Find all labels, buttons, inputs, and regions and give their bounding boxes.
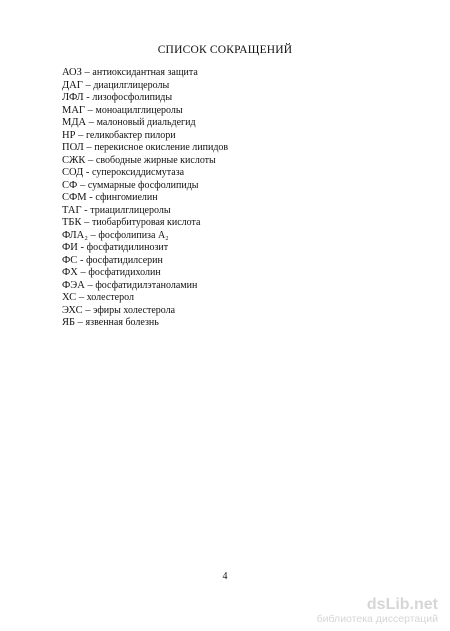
abbreviation-separator: – <box>82 304 94 316</box>
abbreviation-term: ТАГ <box>62 204 82 216</box>
abbreviation-item <box>62 92 228 105</box>
abbreviation-definition: антиоксидантная защита <box>92 67 198 78</box>
watermark-logo <box>317 597 438 625</box>
abbreviation-item <box>62 130 228 143</box>
abbreviation-term: ФЛА₂ <box>62 229 88 241</box>
abbreviation-term: ФИ <box>62 242 78 253</box>
abbreviation-term: СЖК <box>62 154 86 166</box>
abbreviation-term: ТБК <box>62 217 82 228</box>
abbreviation-definition: язвенная болезнь <box>85 317 159 328</box>
abbreviation-item <box>62 230 228 243</box>
abbreviation-definition: свободные жирные кислоты <box>95 154 216 166</box>
abbreviation-term: ПОЛ <box>62 142 84 153</box>
abbreviation-definition: фосфатидилсерин <box>86 254 163 266</box>
abbreviation-item <box>62 67 228 80</box>
abbreviation-definition: супероксиддисмутаза <box>91 167 185 178</box>
abbreviation-item <box>62 105 228 118</box>
abbreviation-term: ДАГ <box>62 79 83 91</box>
abbreviation-separator: – <box>82 79 94 91</box>
abbreviation-item <box>62 142 228 155</box>
abbreviation-item <box>62 155 228 168</box>
abbreviation-definition: малоновый диальдегид <box>96 117 196 128</box>
abbreviation-term: ЛФЛ <box>62 92 84 103</box>
abbreviation-term: ХС <box>62 292 77 303</box>
abbreviation-term: ФЭА <box>62 279 85 291</box>
abbreviation-item <box>62 167 228 180</box>
abbreviation-term: ФС <box>62 254 78 266</box>
abbreviation-definition: холестерол <box>86 292 134 303</box>
abbreviation-list <box>62 67 228 330</box>
abbreviation-item <box>62 242 228 255</box>
abbreviation-item <box>62 255 228 268</box>
abbreviation-definition: перекисное окисление липидов <box>94 142 229 153</box>
abbreviation-term: СФ <box>62 179 78 191</box>
abbreviation-separator: - <box>77 242 87 253</box>
abbreviation-definition: эфиры холестерола <box>93 304 176 316</box>
abbreviation-item <box>62 292 228 305</box>
abbreviation-definition: фосфатидихолин <box>88 267 161 278</box>
abbreviation-term: МДА <box>62 117 87 128</box>
abbreviation-item <box>62 117 228 130</box>
abbreviation-definition: суммарные фосфолипиды <box>87 179 199 191</box>
abbreviation-item <box>62 192 228 205</box>
abbreviation-term: ФХ <box>62 267 78 278</box>
abbreviation-separator: – <box>85 104 96 116</box>
abbreviation-separator: – <box>83 142 95 153</box>
abbreviation-item <box>62 217 228 230</box>
abbreviation-term: ЭХС <box>62 304 83 316</box>
abbreviation-separator: – <box>77 267 89 278</box>
abbreviation-definition: геликобактер пилори <box>85 129 176 141</box>
abbreviation-item <box>62 267 228 280</box>
abbreviation-item <box>62 280 228 293</box>
abbreviation-item <box>62 80 228 93</box>
abbreviation-separator: - <box>77 254 87 266</box>
abbreviation-definition: сфингомиелин <box>95 192 158 203</box>
abbreviation-separator: – <box>77 179 88 191</box>
abbreviation-definition: тиобарбитуровая кислота <box>91 217 201 228</box>
abbreviation-definition: триацилглицеролы <box>90 204 171 216</box>
abbreviation-term: НР <box>62 129 76 141</box>
abbreviation-term: СФМ <box>62 192 87 203</box>
abbreviation-item <box>62 317 228 330</box>
abbreviation-separator: – <box>85 154 96 166</box>
abbreviation-definition: фосфолипиза А₂ <box>98 229 169 241</box>
abbreviation-separator: – <box>81 217 92 228</box>
abbreviation-definition: фосфатидилэтаноламин <box>95 279 198 291</box>
abbreviation-separator: - <box>81 204 91 216</box>
abbreviation-separator: – <box>76 292 87 303</box>
abbreviation-definition: фосфатидилинозит <box>86 242 169 253</box>
watermark-subtitle: библиотека диссертаций <box>316 612 438 625</box>
abbreviation-separator: - <box>83 167 92 178</box>
abbreviation-definition: диацилглицеролы <box>93 79 170 91</box>
page-number: 4 <box>222 571 228 582</box>
watermark-brand: dsLib.net <box>366 596 438 614</box>
abbreviation-separator: – <box>75 129 86 141</box>
abbreviation-term: ЯБ <box>62 317 76 328</box>
abbreviation-separator: - <box>83 92 93 103</box>
abbreviation-separator: - <box>86 192 96 203</box>
abbreviation-item <box>62 305 228 318</box>
abbreviation-item <box>62 205 228 218</box>
abbreviation-definition: лизофосфолипиды <box>92 92 173 103</box>
abbreviation-separator: – <box>84 279 96 291</box>
abbreviation-separator: – <box>75 317 86 328</box>
abbreviation-term: МАГ <box>62 104 85 116</box>
abbreviation-separator: – <box>86 117 97 128</box>
abbreviation-separator: – <box>87 229 99 241</box>
abbreviation-term: СОД <box>62 167 84 178</box>
abbreviation-separator: – <box>81 67 93 78</box>
abbreviation-item <box>62 180 228 193</box>
page-title: СПИСОК СОКРАЩЕНИЙ <box>157 44 293 56</box>
abbreviation-term: АОЗ <box>62 67 82 78</box>
abbreviation-definition: моноацилглицеролы <box>95 104 183 116</box>
